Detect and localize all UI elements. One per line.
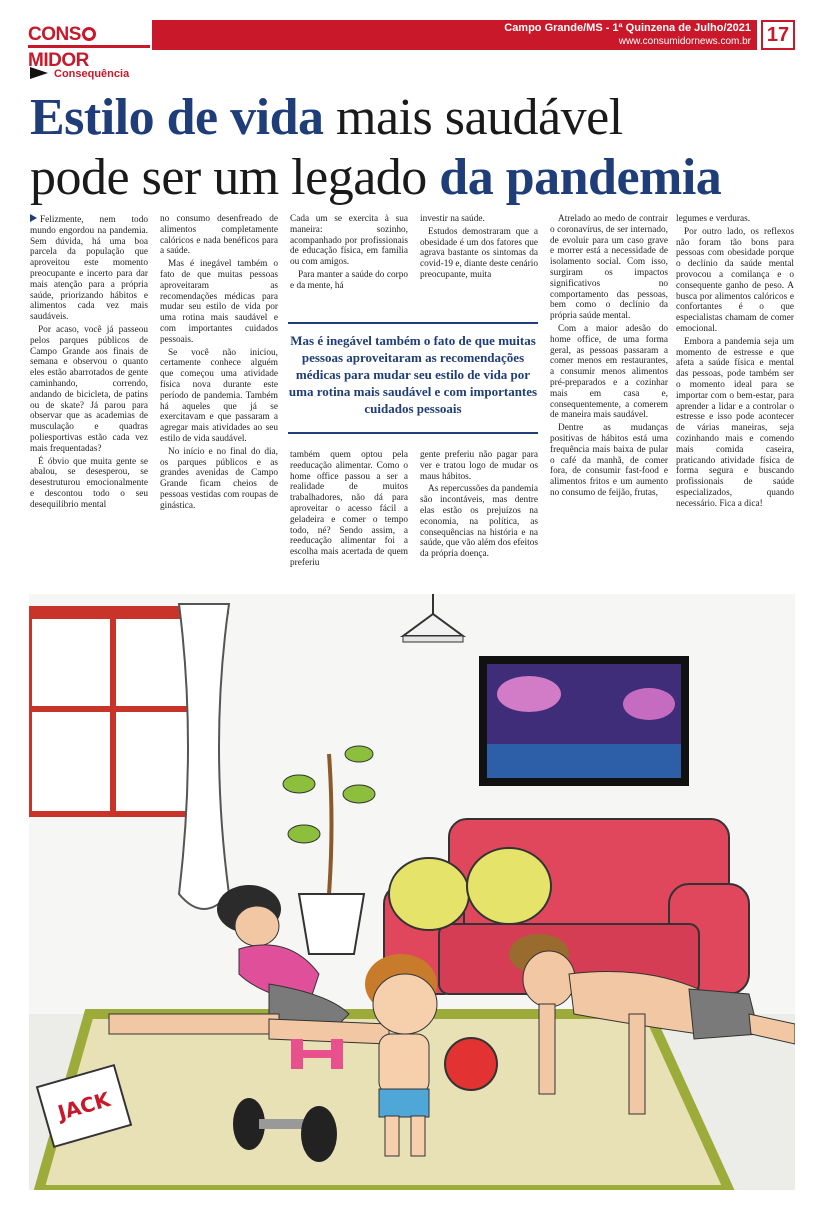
paragraph: Mas é inegável também o fato de que muitas pessoas aproveitaram as recomendações médicas para mudar seu estilo de vida por uma rotina mais saudável e com importantes cuidados pessoais. bbox=[160, 259, 278, 345]
tv-icon bbox=[479, 656, 689, 786]
logo-text-start: CONS bbox=[28, 24, 81, 45]
header-bar bbox=[152, 20, 757, 50]
paragraph: Cada um se exercita à sua maneira: sozinho, acompanhado por profissionais de educação física, em família ou com amigos. bbox=[290, 214, 408, 268]
artist-signature: JACK bbox=[36, 1064, 132, 1148]
header-meta bbox=[504, 22, 751, 48]
paragraph: Dentre as mudanças positivas de hábitos está uma frequência mais baixa de pular o café da manhã, de comer fora, de consumir fast-food e alimentos fritos e um aumento no consumo de feijão, frutas, bbox=[550, 423, 668, 498]
headline-bold-1: Estilo de vida bbox=[30, 89, 324, 146]
section-arrow-icon bbox=[30, 67, 48, 79]
paragraph: gente preferiu não pagar para ver e tratou logo de mudar os maus hábitos. bbox=[420, 450, 538, 482]
article-body bbox=[30, 214, 794, 584]
logo-text-end: MIDOR bbox=[28, 50, 89, 71]
section-label bbox=[30, 66, 129, 82]
paragraph: no consumo desenfreado de alimentos completamente calóricos e nada benéficos para a saúde. bbox=[160, 214, 278, 257]
website-url: www.consumidornews.com.br bbox=[618, 36, 751, 47]
paragraph: No início e no final do dia, os parques públicos e as grandes avenidas de Campo Grande ficam cheios de pessoas vestidas com roupas de ginástica. bbox=[160, 446, 278, 511]
section-label-text: Consequência bbox=[54, 68, 130, 80]
column-2 bbox=[160, 214, 278, 514]
paragraph: Para manter a saúde do corpo e da mente, há bbox=[290, 269, 408, 291]
paragraph: Atrelado ao medo de contrair o coronavírus, de ser internado, de evoluir para um caso grave e morrer está a necessidade de isolamento social. Com isso, surgiram os impactos significativos no comportamento das pessoas, bem como o declínio da própria saúde mental. bbox=[550, 214, 668, 322]
column-3-bottom bbox=[290, 450, 408, 571]
column-4-bottom bbox=[420, 450, 538, 562]
lead-arrow-icon bbox=[30, 214, 37, 222]
column-1 bbox=[30, 214, 148, 513]
column-3-top bbox=[290, 214, 408, 314]
column-5 bbox=[550, 214, 668, 501]
headline bbox=[30, 88, 800, 208]
pull-quote: Mas é inegável também o fato de que muitas pessoas aproveitaram as recomendações médicas para mudar seu estilo de vida por uma rotina mais saudável e com importantes cuidados pessoais bbox=[288, 322, 538, 434]
paragraph: As repercussões da pandemia são incontáveis, mas dentre elas estão os prejuízos na economia, na política, as consequências na história e na saúde, que vão além dos efeitos da própria doença. bbox=[420, 484, 538, 560]
illustration-scene bbox=[29, 594, 795, 1190]
paragraph: também quem optou pela reeducação alimentar. Como o home office passou a ser a realidade de muitos trabalhadores, não dá para aproveitar o acesso fácil a geladeira e comer o tempo todo, né? Sendo assim, a reeducação alimentar foi a escolha mais acertada de quem preferiu bbox=[290, 450, 408, 568]
newspaper-logo bbox=[28, 22, 150, 71]
paragraph: Por outro lado, os reflexos não foram tão bons para pessoas com obesidade porque o declínio da saúde mental provocou a comilança e o consequente ganho de peso. A busca por alimentos calóricos e confortantes é o que especialistas chamam de comer emocional. bbox=[676, 226, 794, 334]
paragraph: Por acaso, você já passeou pelos parques públicos de Campo Grande aos finais de semana e observou o quanto eles estão abarrotados de gente caminhando, correndo, andando de bicicleta, de patins ou de skate? Já parou para observar que as academias de musculação e quadras poliesportivas estão cada vez mais frequentadas? bbox=[30, 324, 148, 454]
headline-bold-2: da pandemia bbox=[439, 149, 722, 206]
paragraph: Felizmente, nem todo mundo engordou na pandemia. Sem dúvida, há uma boa parcela da população que aproveitou este momento preocupante e incerto para dar mais atenção para a própria saúde, priorizando hábitos e alimentos cada vez mais saudáveis. bbox=[30, 215, 148, 323]
column-6 bbox=[676, 214, 794, 512]
paragraph: Se você não iniciou, certamente conhece alguém que começou uma atividade física nova durante este período de pandemia. Também há aqueles que já se exercitavam e que passaram a agregar mais atividades ao seu estilo de vida saudável. bbox=[160, 347, 278, 444]
paragraph: É óbvio que muita gente se abalou, se desesperou, se desestruturou emocionalmente e descontou todo o seu desequilíbrio mental bbox=[30, 456, 148, 510]
family-exercise-illustration bbox=[29, 594, 795, 1190]
paragraph: investir na saúde. bbox=[420, 214, 485, 224]
headline-part-3: pode ser um legado bbox=[30, 149, 440, 206]
paragraph: Com a maior adesão do home office, de uma forma geral, as pessoas passaram a comer menos em restaurantes, a consumir menos alimentos pré-preparados e a cozinhar mais em casa e, consequentemente, a comerem de maneira mais saudável. bbox=[550, 323, 668, 421]
page-number: 17 bbox=[761, 20, 795, 50]
edition-date: Campo Grande/MS - 1ª Quinzena de Julho/2021 bbox=[504, 22, 751, 34]
logo-o-icon bbox=[82, 27, 96, 41]
paragraph: legumes e verduras. bbox=[676, 214, 751, 224]
column-4-top bbox=[420, 214, 538, 314]
headline-part-2: mais saudável bbox=[323, 89, 623, 146]
paragraph: Embora a pandemia seja um momento de estresse e que afeta a saúde física e mental das pessoas, pode também ser o momento ideal para se importar com o bem-estar, para aprender a lidar e a controlar o estresse e isso pode acontecer de várias maneiras, seja cozinhando mais e comendo mais comida caseira, praticando atividade física de forma segura e buscando profissionais de saúde especializados, quando necessário. Fica a dica! bbox=[676, 336, 794, 509]
paragraph: Estudos demostraram que a obesidade é um dos fatores que agrava bastante os sintomas da covid-19 e, diante deste cenário preocupante, muita bbox=[420, 226, 538, 280]
